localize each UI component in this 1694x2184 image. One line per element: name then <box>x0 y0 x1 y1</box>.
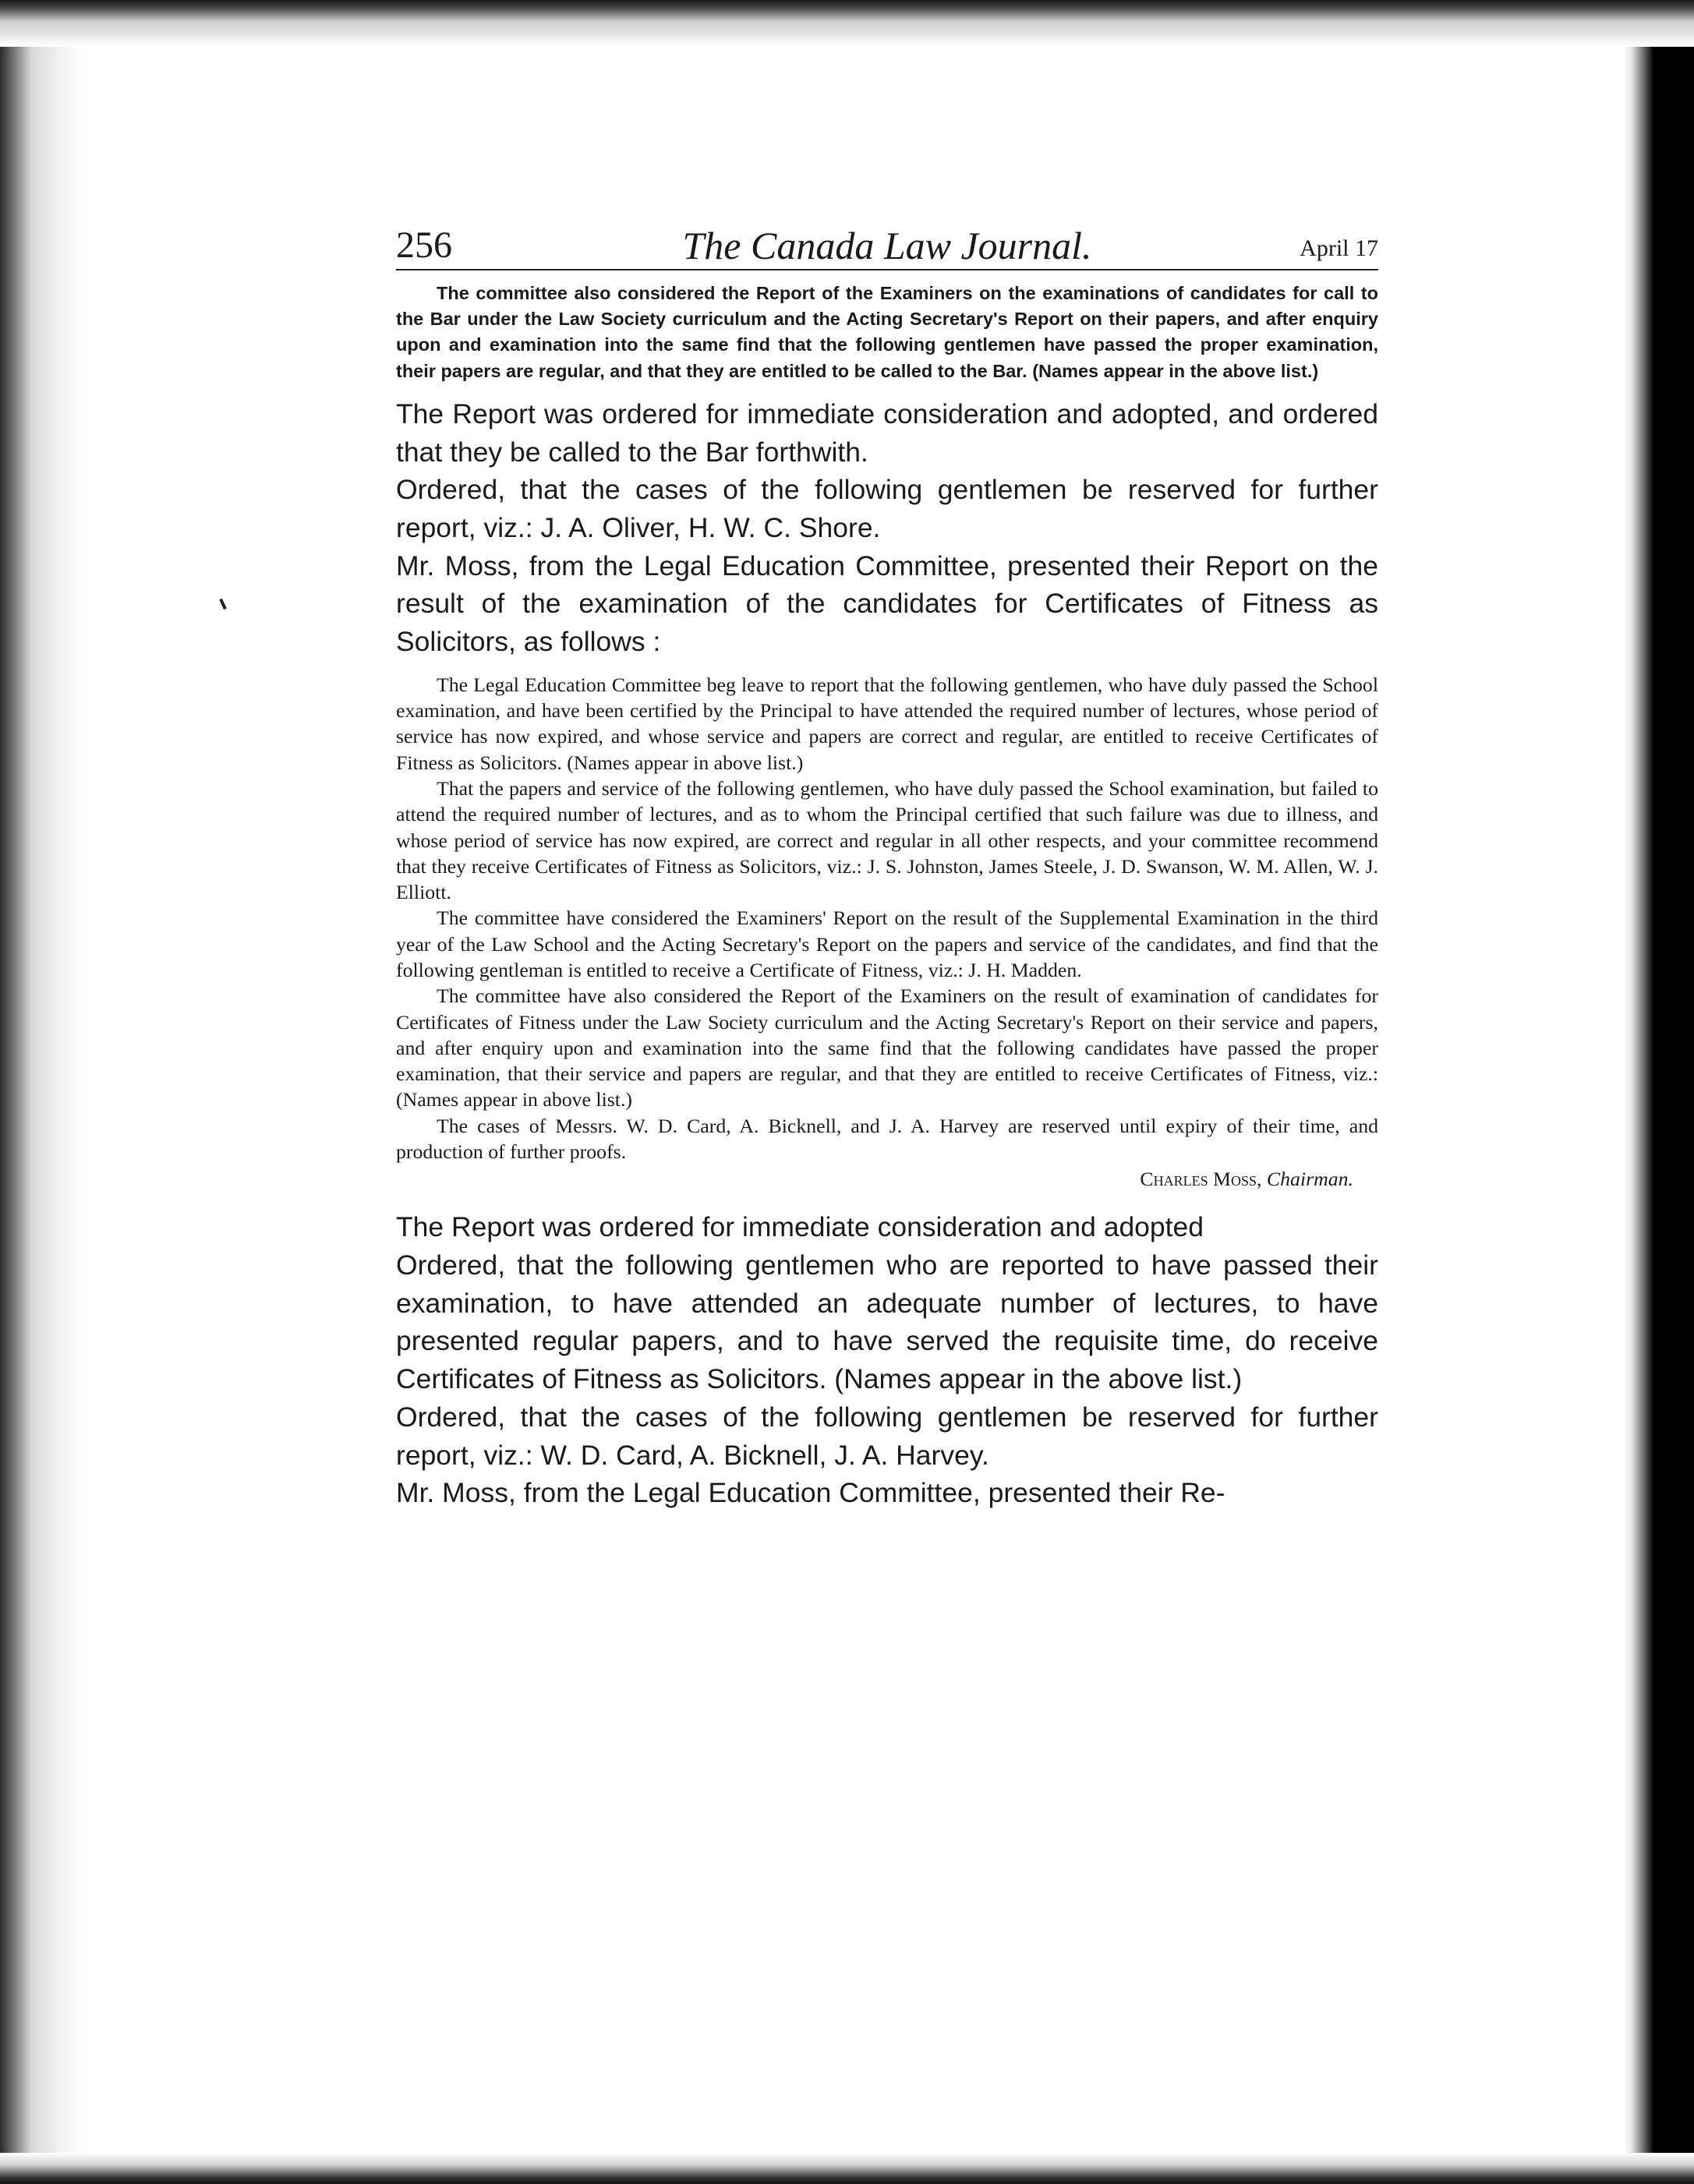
signature-name: Charles Moss, <box>1140 1168 1262 1191</box>
paragraph-moss-presented: Mr. Moss, from the Legal Education Committee, presented their Report on the result of the examination of the candidates for Certificates of Fitness as Solicitors, as follows : <box>396 550 1378 658</box>
committee-report-block <box>396 672 1378 1165</box>
paragraph-reserved-cases: The cases of Messrs. W. D. Card, A. Bicknell, and J. A. Harvey are reserved until expiry of their time, and production of further proofs. <box>396 1114 1378 1164</box>
proceedings-block-1 <box>396 395 1378 661</box>
journal-title: The Canada Law Journal. <box>682 224 1092 267</box>
paragraph-report-adopted-2: The Report was ordered for immediate consideration and adopted <box>396 1211 1204 1243</box>
stray-ink-mark <box>219 599 227 610</box>
paragraph-committee-beg-leave: The Legal Education Committee beg leave to report that the following gentlemen, who have duly passed the School examination, and have been certified by the Principal to have attended the required number of lectures, whose period of service has now expired, and whose service and papers are correct and regular, are entitled to receive Certificates of Fitness as Solicitors. (Names appear in above list.) <box>396 673 1378 774</box>
scan-edge-bottom <box>0 2153 1694 2184</box>
paragraph-law-society-curriculum: The committee have also considered the Report of the Examiners on the result of examination of candidates for Certificates of Fitness under the Law Society curriculum and the Acting Secretary's Report on their service and papers, and after enquiry upon and examination into the same find that the following candidates have passed the proper examination, that their service and papers are regular, and that they are entitled to receive Certificates of Fitness, viz.: (Names appear in above list.) <box>396 984 1378 1111</box>
paragraph-illness-exception: That the papers and service of the following gentlemen, who have duly passed the School examination, but failed to attend the required number of lectures, and as to whom the Principal certified that such failure was due to illness, and whose period of service has now expired, are correct and regular in all other respects, and your committee recommend that they receive Certificates of Fitness as Solicitors, viz.: J. S. Johnston, James Steele, J. D. Swanson, W. M. Allen, W. J. Elliott. <box>396 776 1378 904</box>
chairman-signature <box>396 1166 1378 1193</box>
examiners-report-block <box>396 281 1378 384</box>
paragraph-report-adopted: The Report was ordered for immediate consideration and adopted, and ordered that they be called to the Bar forthwith. <box>396 398 1378 468</box>
scan-edge-top <box>0 0 1694 47</box>
scan-edge-right <box>1624 0 1694 2184</box>
page-header <box>396 222 1378 270</box>
proceedings-block-2 <box>396 1208 1378 1512</box>
signature-title: Chairman. <box>1266 1168 1353 1191</box>
page-number: 256 <box>396 224 452 266</box>
paragraph-reserved-card-bicknell-harvey: Ordered, that the cases of the following gentlemen be reserved for further report, viz.: W. D. Card, A. Bicknell, J. A. Harvey. <box>396 1401 1378 1471</box>
paragraph-certificates-ordered: Ordered, that the following gentlemen who are reported to have passed their examination, to have attended an adequate number of lectures, to have presented regular papers, and to have served the requisite time, do receive Certificates of Fitness as Solicitors. (Names appear in the above list.) <box>396 1249 1378 1395</box>
paragraph-reserved-oliver-shore: Ordered, that the cases of the following gentlemen be reserved for further report, viz.: J. A. Oliver, H. W. C. Shore. <box>396 474 1378 543</box>
header-date: April 17 <box>1300 235 1378 261</box>
paragraph-supplemental-exam: The committee have considered the Examiners' Report on the result of the Supplemental Examination in the third year of the Law School and the Acting Secretary's Report on the papers and service of the candidates, and find that the following gentleman is entitled to receive a Certificate of Fitness, viz.: J. H. Madden. <box>396 906 1378 981</box>
paragraph-moss-presented-2: Mr. Moss, from the Legal Education Committee, presented their Re- <box>396 1477 1225 1509</box>
scan-edge-left <box>0 0 86 2184</box>
paragraph-call-to-bar-report: The committee also considered the Report of the Examiners on the examinations of candidates for call to the Bar under the Law Society curriculum and the Acting Secretary's Report on their papers, and after enquiry upon and examination into the same find that the following gentlemen have passed the proper examination, their papers are regular, and that they are entitled to be called to the Bar. (Names appear in the above list.) <box>396 283 1378 381</box>
journal-page <box>396 222 1378 1512</box>
